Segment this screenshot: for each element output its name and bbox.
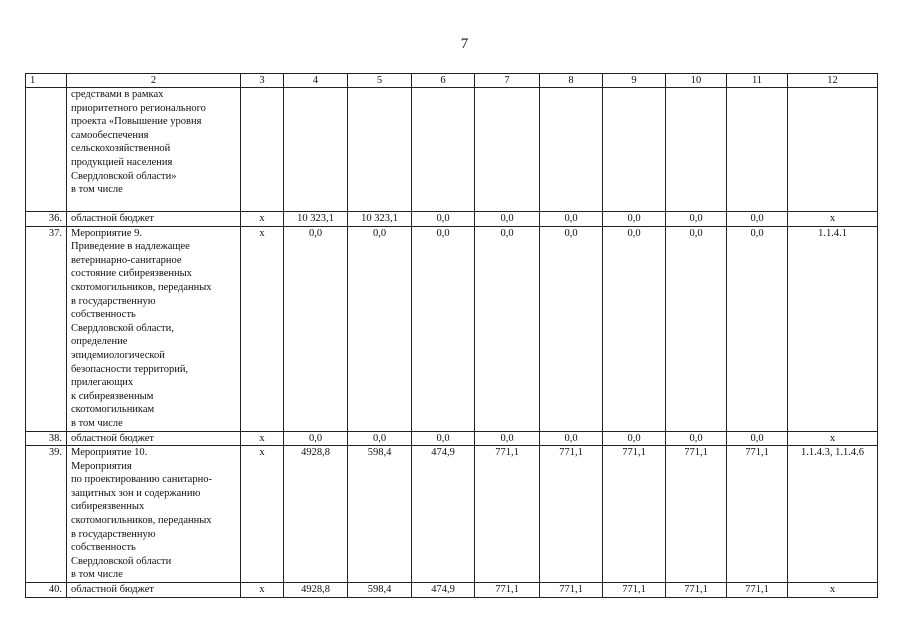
table-row xyxy=(26,431,878,446)
cell-col9 xyxy=(603,88,666,212)
cell-col10: 0,0 xyxy=(666,431,727,446)
header-cell: 6 xyxy=(412,74,475,88)
cell-col6: 0,0 xyxy=(412,226,475,431)
row-number xyxy=(26,88,67,212)
cell-col7: 0,0 xyxy=(475,226,540,431)
row-description: областной бюджет xyxy=(67,212,241,227)
header-cell: 5 xyxy=(348,74,412,88)
cell-col10: 0,0 xyxy=(666,226,727,431)
budget-table xyxy=(25,73,878,598)
cell-col7: 771,1 xyxy=(475,583,540,598)
cell-col12: x xyxy=(788,431,878,446)
cell-col10: 0,0 xyxy=(666,212,727,227)
cell-col5 xyxy=(348,88,412,212)
row-description: средствами в рамках приоритетного регионального проекта «Повышение уровня самообеспечения сельскохозяйственной продукцией населения Свердловской области» в том числе xyxy=(67,88,241,212)
cell-col6: 474,9 xyxy=(412,583,475,598)
cell-col11: 771,1 xyxy=(727,446,788,583)
cell-col11: 0,0 xyxy=(727,226,788,431)
cell-col11: 771,1 xyxy=(727,583,788,598)
cell-col9: 771,1 xyxy=(603,446,666,583)
cell-col10: 771,1 xyxy=(666,446,727,583)
cell-col11 xyxy=(727,88,788,212)
cell-col5: 598,4 xyxy=(348,583,412,598)
row-number: 38. xyxy=(26,431,67,446)
cell-col8 xyxy=(540,88,603,212)
cell-col3: x xyxy=(241,431,284,446)
row-description: областной бюджет xyxy=(67,583,241,598)
cell-col12: 1.1.4.3, 1.1.4.6 xyxy=(788,446,878,583)
cell-col8: 771,1 xyxy=(540,583,603,598)
cell-col7 xyxy=(475,88,540,212)
cell-col5: 598,4 xyxy=(348,446,412,583)
table-row xyxy=(26,446,878,583)
row-number: 40. xyxy=(26,583,67,598)
cell-col8: 771,1 xyxy=(540,446,603,583)
cell-col7: 771,1 xyxy=(475,446,540,583)
cell-col9: 771,1 xyxy=(603,583,666,598)
cell-col9: 0,0 xyxy=(603,431,666,446)
header-cell: 10 xyxy=(666,74,727,88)
cell-col3: x xyxy=(241,583,284,598)
header-cell: 7 xyxy=(475,74,540,88)
cell-col4: 10 323,1 xyxy=(284,212,348,227)
header-cell: 1 xyxy=(26,74,67,88)
cell-col11: 0,0 xyxy=(727,431,788,446)
row-description: областной бюджет xyxy=(67,431,241,446)
header-cell: 12 xyxy=(788,74,878,88)
cell-col4: 0,0 xyxy=(284,431,348,446)
cell-col3: x xyxy=(241,212,284,227)
cell-col12: x xyxy=(788,212,878,227)
cell-col8: 0,0 xyxy=(540,212,603,227)
cell-col3: x xyxy=(241,446,284,583)
cell-col6: 0,0 xyxy=(412,212,475,227)
cell-col6: 0,0 xyxy=(412,431,475,446)
header-cell: 2 xyxy=(67,74,241,88)
row-number: 39. xyxy=(26,446,67,583)
cell-col10: 771,1 xyxy=(666,583,727,598)
header-cell: 3 xyxy=(241,74,284,88)
cell-col3 xyxy=(241,88,284,212)
cell-col11: 0,0 xyxy=(727,212,788,227)
cell-col7: 0,0 xyxy=(475,212,540,227)
page-number: 7 xyxy=(460,36,469,52)
cell-col6: 474,9 xyxy=(412,446,475,583)
cell-col4: 0,0 xyxy=(284,226,348,431)
cell-col12 xyxy=(788,88,878,212)
table-row xyxy=(26,226,878,431)
cell-col3: x xyxy=(241,226,284,431)
cell-col4 xyxy=(284,88,348,212)
cell-col4: 4928,8 xyxy=(284,446,348,583)
header-row xyxy=(26,74,878,88)
cell-col5: 0,0 xyxy=(348,226,412,431)
header-cell: 8 xyxy=(540,74,603,88)
header-cell: 9 xyxy=(603,74,666,88)
cell-col4: 4928,8 xyxy=(284,583,348,598)
cell-col5: 10 323,1 xyxy=(348,212,412,227)
row-description: Мероприятие 10. Мероприятия по проектированию санитарно- защитных зон и содержанию сибиреязвенных скотомогильников, переданных в государственную собственность Свердловской области в том числе xyxy=(67,446,241,583)
table-row xyxy=(26,212,878,227)
cell-col8: 0,0 xyxy=(540,431,603,446)
row-number: 36. xyxy=(26,212,67,227)
table-row xyxy=(26,88,878,212)
cell-col6 xyxy=(412,88,475,212)
cell-col12: x xyxy=(788,583,878,598)
row-description: Мероприятие 9. Приведение в надлежащее ветеринарно-санитарное состояние сибиреязвенных скотомогильников, переданных в государственную собственность Свердловской области, определение эпидемиологической безопасности территорий, прилегающих к сибиреязвенным скотомогильникам в том числе xyxy=(67,226,241,431)
cell-col9: 0,0 xyxy=(603,212,666,227)
header-cell: 4 xyxy=(284,74,348,88)
row-number: 37. xyxy=(26,226,67,431)
cell-col12: 1.1.4.1 xyxy=(788,226,878,431)
cell-col5: 0,0 xyxy=(348,431,412,446)
header-cell: 11 xyxy=(727,74,788,88)
cell-col7: 0,0 xyxy=(475,431,540,446)
cell-col10 xyxy=(666,88,727,212)
cell-col8: 0,0 xyxy=(540,226,603,431)
cell-col9: 0,0 xyxy=(603,226,666,431)
table-row xyxy=(26,583,878,598)
